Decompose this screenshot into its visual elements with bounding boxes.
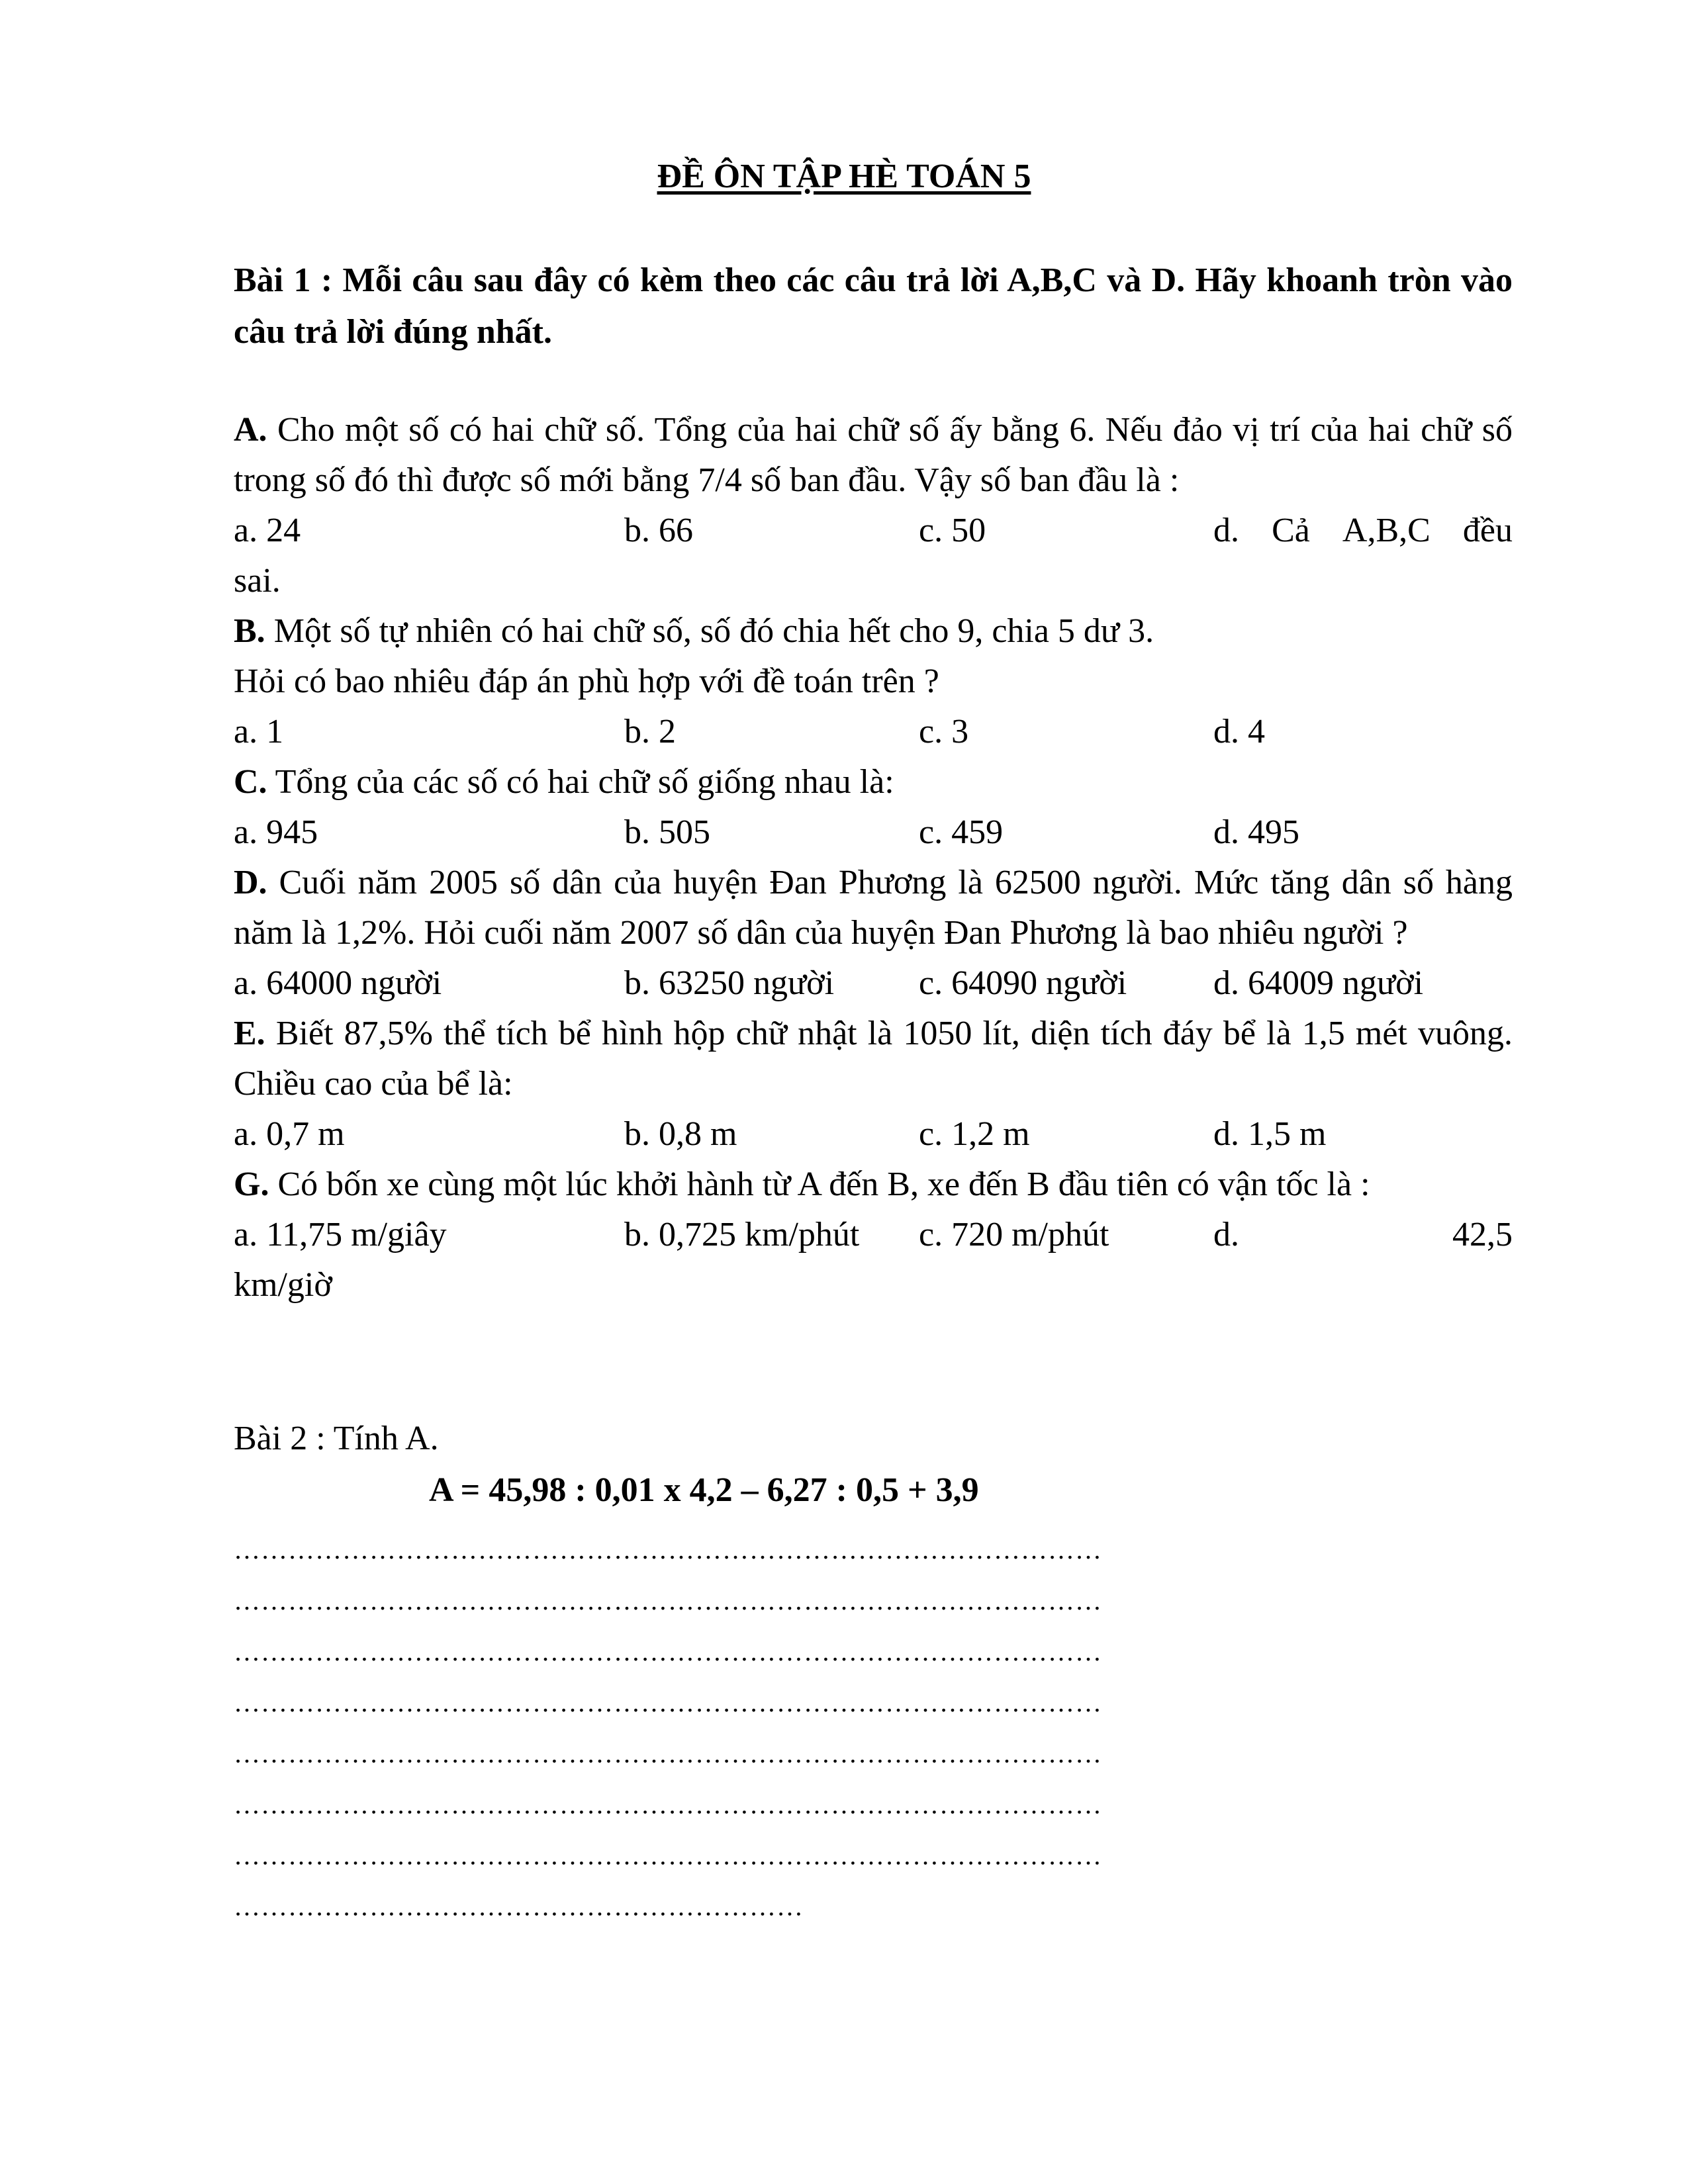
option-d-continuation: km/giờ (234, 1266, 332, 1304)
page-title: ĐỀ ÔN TẬP HÈ TOÁN 5 (657, 158, 1031, 195)
answer-options (234, 506, 1513, 556)
bai2-section (234, 1413, 1513, 1516)
question-text: Cuối năm 2005 số dân của huyện Đan Phương là 62500 người. Mức tăng dân số hàng năm là 1,2%. Hỏi cuối năm 2007 số dân của huyện Đan Phương là bao nhiêu người ? (234, 864, 1513, 952)
answer-line: …………………………………………………………………………………… (234, 1688, 1102, 1717)
option-c: c. 1,2 m (919, 1115, 1030, 1153)
answer-line: …………………………………………………………………………………… (234, 1790, 1102, 1819)
question-label: A. (234, 411, 267, 449)
question-label: E. (234, 1015, 265, 1052)
option-c: c. 459 (919, 813, 1004, 851)
answer-line: …………………………………………………………………………………… (234, 1535, 1102, 1565)
bai2-heading: Bài 2 : Tính A. (234, 1420, 439, 1457)
option-b: b. 505 (624, 813, 710, 851)
option-d: d. 495 (1213, 813, 1299, 851)
question-text-line-2: Hỏi có bao nhiêu đáp án phù hợp với đề toán trên ? (234, 662, 939, 700)
option-a: a. 64000 người (234, 964, 442, 1002)
bai1-instruction: Bài 1 : Mỗi câu sau đây có kèm theo các câu trả lời A,B,C và D. Hãy khoanh tròn vào câu trả lời đúng nhất. (234, 261, 1513, 351)
option-d-part: đều (1462, 512, 1513, 549)
question-text: Tổng của các số có hai chữ số giống nhau là: (275, 763, 894, 801)
option-b: b. 0,8 m (624, 1115, 737, 1153)
answer-line: …………………………………………………………………………………… (234, 1739, 1102, 1768)
question-a (234, 405, 1513, 506)
bai2-formula: A = 45,98 : 0,01 x 4,2 – 6,27 : 0,5 + 3,9 (429, 1471, 979, 1509)
option-c: c. 64090 người (919, 964, 1127, 1002)
question-label: D. (234, 864, 267, 901)
question-list (234, 405, 1513, 1310)
question-text: Biết 87,5% thể tích bể hình hộp chữ nhật là 1050 lít, diện tích đáy bể là 1,5 mét vuông. Chiều cao của bể là: (234, 1015, 1513, 1103)
question-b (234, 606, 1513, 657)
question-c (234, 757, 1513, 807)
option-b: b. 0,725 km/phút (624, 1216, 860, 1253)
option-c: c. 720 m/phút (919, 1216, 1109, 1253)
question-d (234, 858, 1513, 958)
option-d-continuation: sai. (234, 562, 281, 600)
option-d-part: 42,5 (1452, 1216, 1513, 1253)
question-label: G. (234, 1165, 269, 1203)
question-g (234, 1160, 1513, 1210)
question-text: Cho một số có hai chữ số. Tổng của hai chữ số ấy bằng 6. Nếu đảo vị trí của hai chữ số trong số đó thì được số mới bằng 7/4 số ban đầu. Vậy số ban đầu là : (234, 411, 1513, 499)
question-e (234, 1009, 1513, 1109)
answer-line: …………………………………………………………………………………… (234, 1637, 1102, 1666)
option-a: a. 945 (234, 813, 318, 851)
option-d-part: Cả (1272, 512, 1310, 549)
option-d (1213, 1210, 1513, 1260)
option-d: d. 4 (1213, 713, 1265, 751)
question-label: B. (234, 612, 265, 650)
answer-line: ……………………………………………………… (234, 1891, 804, 1921)
answer-options (234, 958, 1513, 1009)
option-c: c. 50 (919, 512, 986, 549)
option-a: a. 0,7 m (234, 1115, 345, 1153)
option-d-part: d. (1213, 1216, 1239, 1253)
answer-options (234, 807, 1513, 858)
option-d: d. 1,5 m (1213, 1115, 1327, 1153)
option-b: b. 63250 người (624, 964, 835, 1002)
option-d: d. 64009 người (1213, 964, 1424, 1002)
option-c: c. 3 (919, 713, 969, 751)
option-d-part: d. (1213, 512, 1239, 549)
question-text: Một số tự nhiên có hai chữ số, số đó chia hết cho 9, chia 5 dư 3. (273, 612, 1154, 650)
answer-lines (234, 1524, 1513, 1932)
option-b: b. 2 (624, 713, 676, 751)
question-text: Có bốn xe cùng một lúc khởi hành từ A đến B, xe đến B đầu tiên có vận tốc là : (277, 1165, 1370, 1203)
option-a: a. 11,75 m/giây (234, 1216, 447, 1253)
answer-line: …………………………………………………………………………………… (234, 1841, 1102, 1870)
answer-options (234, 707, 1513, 757)
option-a: a. 1 (234, 713, 284, 751)
answer-options (234, 1210, 1513, 1260)
option-b: b. 66 (624, 512, 693, 549)
question-label: C. (234, 763, 267, 801)
option-a: a. 24 (234, 512, 301, 549)
option-d-part: A,B,C (1342, 512, 1430, 549)
answer-line: …………………………………………………………………………………… (234, 1586, 1102, 1615)
option-d (1213, 506, 1513, 556)
answer-options (234, 1109, 1513, 1160)
